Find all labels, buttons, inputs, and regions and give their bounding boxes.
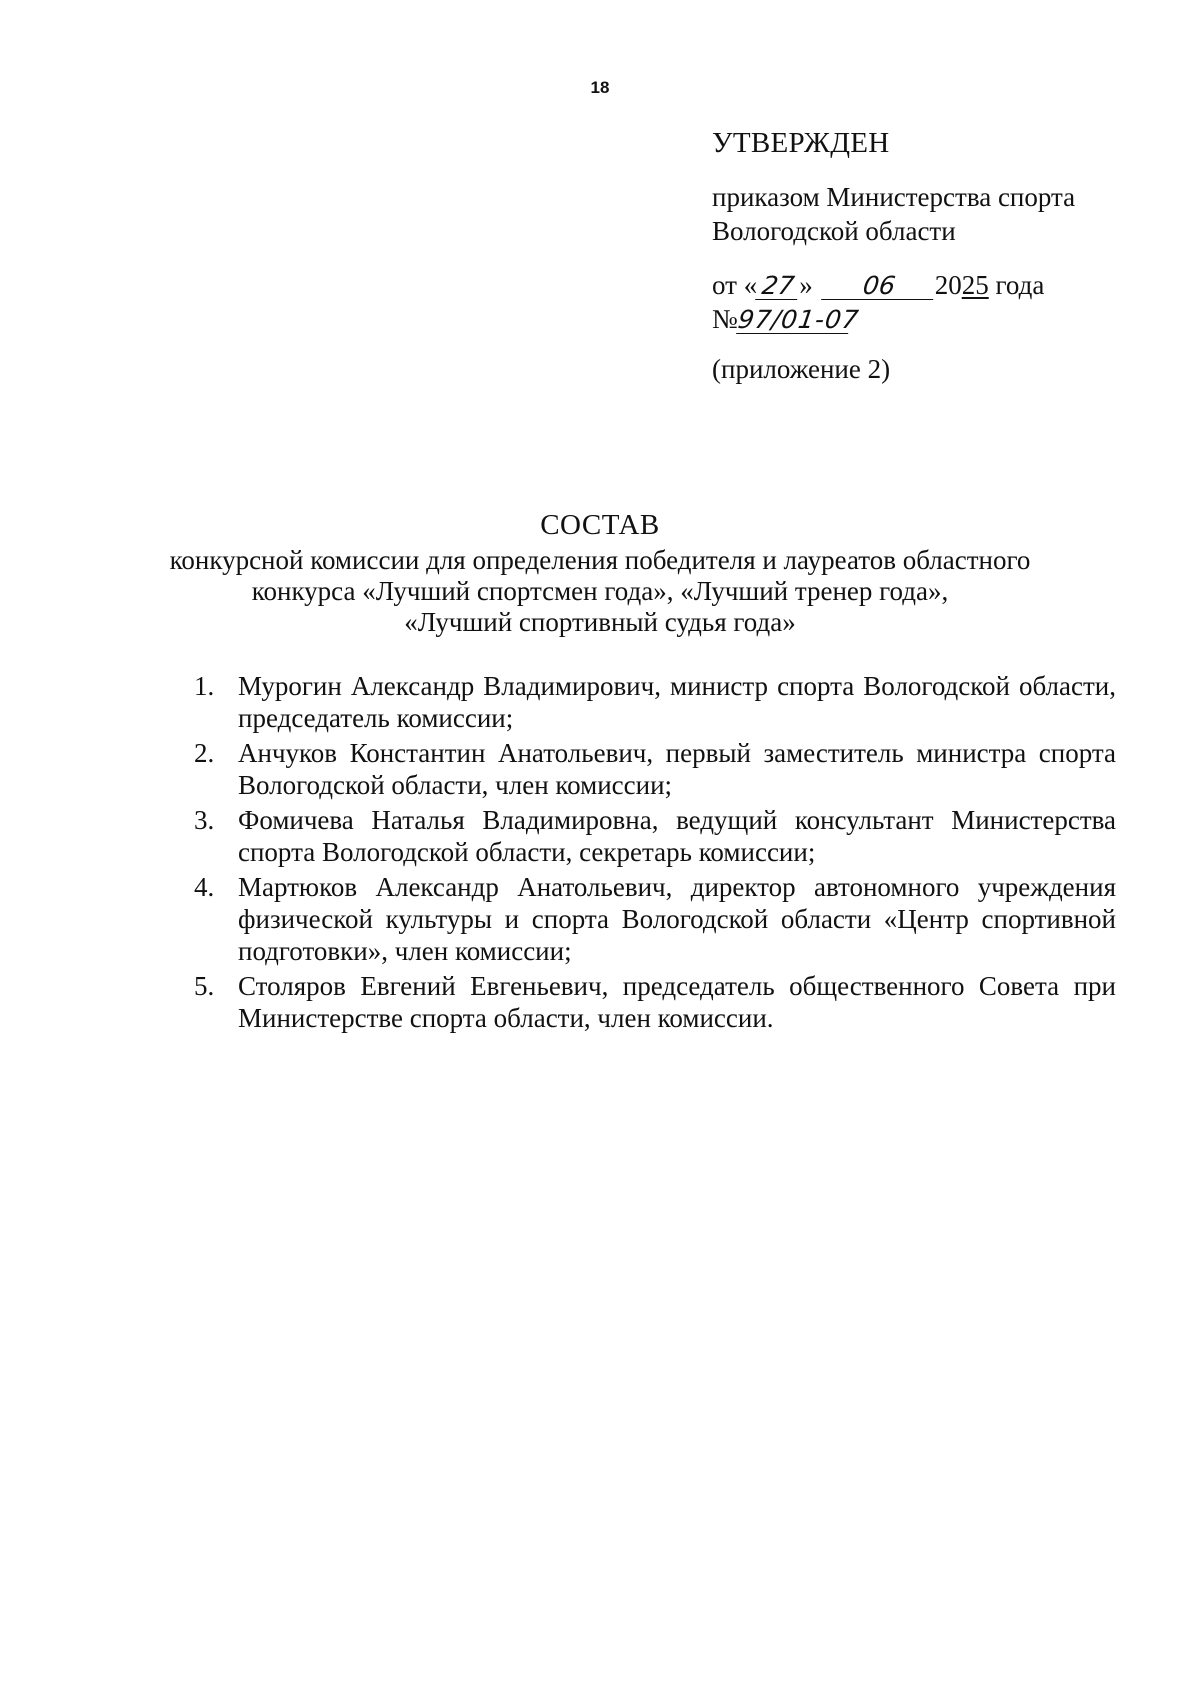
date-prefix: от « (712, 270, 758, 300)
list-item-number: 4. (194, 872, 215, 902)
document-title-block (0, 510, 1200, 638)
list-item-text: Мартюков Александр Анатольевич, директор автономного учреждения физической культуры и спорта Вологодской области «Центр спортивной подготовки», член комиссии; (238, 872, 1116, 966)
document-subtitle-line-2: конкурса «Лучший спортсмен года», «Лучший тренер года», (251, 576, 949, 606)
handwritten-order-number: 97/01-07 (735, 305, 861, 334)
order-issuer-line-1: приказом Министерства спорта (712, 182, 1076, 212)
order-issuer-line-2: Вологодской области (712, 216, 956, 246)
list-item-text: Столяров Евгений Евгеньевич, председатель общественного Совета при Министерстве спорта области, член комиссии. (238, 971, 1116, 1033)
list-item (186, 871, 1116, 967)
list-item-text: Фомичева Наталья Владимировна, ведущий консультант Министерства спорта Вологодской области, секретарь комиссии; (238, 805, 1116, 867)
approval-stamp-block (712, 126, 1152, 386)
order-number-line (712, 302, 1152, 336)
list-item (186, 804, 1116, 868)
handwritten-day: 27 (755, 273, 801, 300)
list-item-number: 2. (194, 738, 215, 768)
list-item-number: 3. (194, 805, 215, 835)
date-mid: » (799, 270, 813, 300)
number-prefix: № (712, 304, 738, 334)
order-date-line (712, 268, 1152, 302)
page-number: 18 (590, 78, 610, 97)
appendix-note: (приложение 2) (712, 354, 891, 384)
year-word: года (988, 270, 1045, 300)
list-item (186, 670, 1116, 734)
commission-members-list (186, 670, 1116, 1037)
document-title: СОСТАВ (540, 509, 660, 541)
year-suffix: 25 (961, 270, 989, 300)
handwritten-month: 06 (821, 273, 937, 300)
document-subtitle-line-3: «Лучший спортивный судья года» (404, 607, 796, 637)
approval-heading: УТВЕРЖДЕН (712, 127, 890, 159)
list-item-text: Мурогин Александр Владимирович, министр спорта Вологодской области, председатель комиссии; (238, 671, 1116, 733)
year-prefix: 20 (934, 270, 962, 300)
list-item (186, 970, 1116, 1034)
list-item-number: 1. (194, 671, 215, 701)
list-item-text: Анчуков Константин Анатольевич, первый заместитель министра спорта Вологодской области, член комиссии; (238, 738, 1116, 800)
list-item (186, 737, 1116, 801)
list-item-number: 5. (194, 971, 215, 1001)
document-subtitle-line-1: конкурсной комиссии для определения победителя и лауреатов областного (169, 545, 1031, 575)
